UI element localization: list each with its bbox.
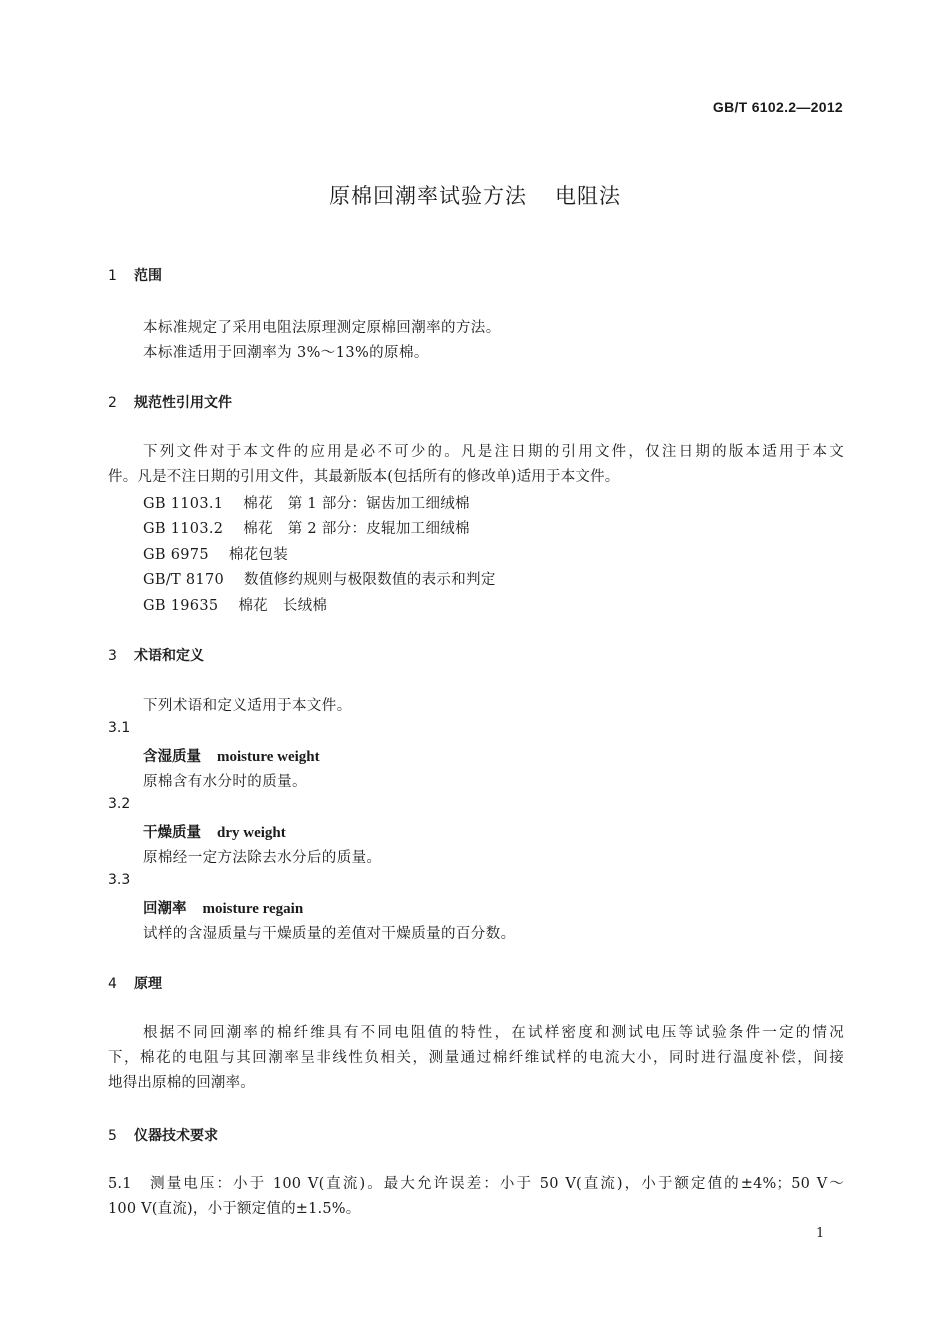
reference-code: GB 1103.2	[143, 521, 224, 537]
reference-title: 棉花 长绒棉	[238, 598, 328, 614]
reference-item	[143, 594, 347, 615]
paragraph: 本标准规定了采用电阻法原理测定原棉回潮率的方法。	[143, 320, 501, 336]
document-title-main: 原棉回潮率试验方法	[329, 184, 527, 208]
reference-item	[143, 492, 490, 513]
paragraph: 本标准适用于回潮率为 3%～13%的原棉。	[143, 345, 429, 361]
term-zh: 干燥质量	[143, 824, 201, 841]
reference-title: 棉花包装	[228, 547, 289, 563]
reference-title: 数值修约规则与极限数值的表示和判定	[244, 572, 496, 588]
section-title: 范围	[134, 268, 162, 284]
term-definition: 原棉含有水分时的质量。	[143, 774, 307, 790]
section-title: 术语和定义	[134, 648, 204, 664]
section-title: 原理	[134, 976, 162, 992]
reference-item	[143, 568, 516, 589]
section-5-heading	[108, 1125, 218, 1145]
term-definition: 原棉经一定方法除去水分后的质量。	[143, 850, 382, 866]
reference-code: GB 1103.1	[143, 496, 224, 512]
document-title-method: 电阻法	[555, 184, 621, 208]
paragraph-line: 下列文件对于本文件的应用是必不可少的。凡是注日期的引用文件，仅注日期的版本适用于本文	[143, 444, 844, 460]
page-number: 1	[816, 1226, 825, 1241]
reference-item	[143, 517, 490, 538]
section-number: 2	[108, 395, 117, 411]
term-zh: 回潮率	[143, 900, 187, 917]
term-number: 3.3	[108, 872, 131, 888]
paragraph-line: 地得出原棉的回潮率。	[108, 1075, 255, 1091]
term-number: 3.1	[108, 720, 131, 736]
section-number: 5	[108, 1128, 117, 1144]
term-en: dry weight	[217, 825, 286, 841]
section-number: 4	[108, 976, 117, 992]
section-1-heading	[108, 265, 162, 285]
section-title: 仪器技术要求	[134, 1128, 218, 1144]
reference-item	[143, 543, 308, 564]
section-number: 1	[108, 268, 117, 284]
reference-title: 棉花 第 1 部分：锯齿加工细绒棉	[243, 496, 470, 512]
term-definition: 试样的含湿质量与干燥质量的差值对干燥质量的百分数。	[143, 926, 516, 942]
paragraph-line: 件。凡是不注日期的引用文件，其最新版本(包括所有的修改单)适用于本文件。	[108, 469, 620, 485]
section-number: 3	[108, 648, 117, 664]
standard-code: GB/T 6102.2—2012	[712, 99, 843, 115]
reference-code: GB 19635	[143, 598, 219, 614]
term-en: moisture regain	[202, 901, 304, 917]
term-heading	[143, 745, 320, 766]
reference-title: 棉花 第 2 部分：皮辊加工细绒棉	[243, 521, 470, 537]
paragraph-line: 100 V(直流)，小于额定值的±1.5%。	[108, 1201, 361, 1217]
paragraph-line: 下，棉花的电阻与其回潮率呈非线性负相关，测量通过棉纤维试样的电流大小，同时进行温度补偿，间接	[108, 1050, 844, 1066]
section-4-heading	[108, 973, 162, 993]
term-heading	[143, 897, 303, 918]
reference-code: GB/T 8170	[143, 572, 225, 588]
document-title	[0, 180, 950, 210]
paragraph: 下列术语和定义适用于本文件。	[143, 698, 352, 714]
paragraph-line: 根据不同回潮率的棉纤维具有不同电阻值的特性，在试样密度和测试电压等试验条件一定的情况	[143, 1025, 844, 1041]
section-title: 规范性引用文件	[134, 395, 232, 411]
reference-code: GB 6975	[143, 547, 209, 563]
section-2-heading	[108, 392, 232, 412]
term-heading	[143, 821, 286, 842]
term-number: 3.2	[108, 796, 131, 812]
paragraph-line: 5.1 测量电压：小于 100 V(直流)。最大允许误差：小于 50 V(直流)，小于额定值的±4%；50 V～	[108, 1176, 844, 1192]
term-zh: 含湿质量	[143, 748, 201, 765]
term-en: moisture weight	[217, 749, 320, 765]
section-3-heading	[108, 645, 204, 665]
